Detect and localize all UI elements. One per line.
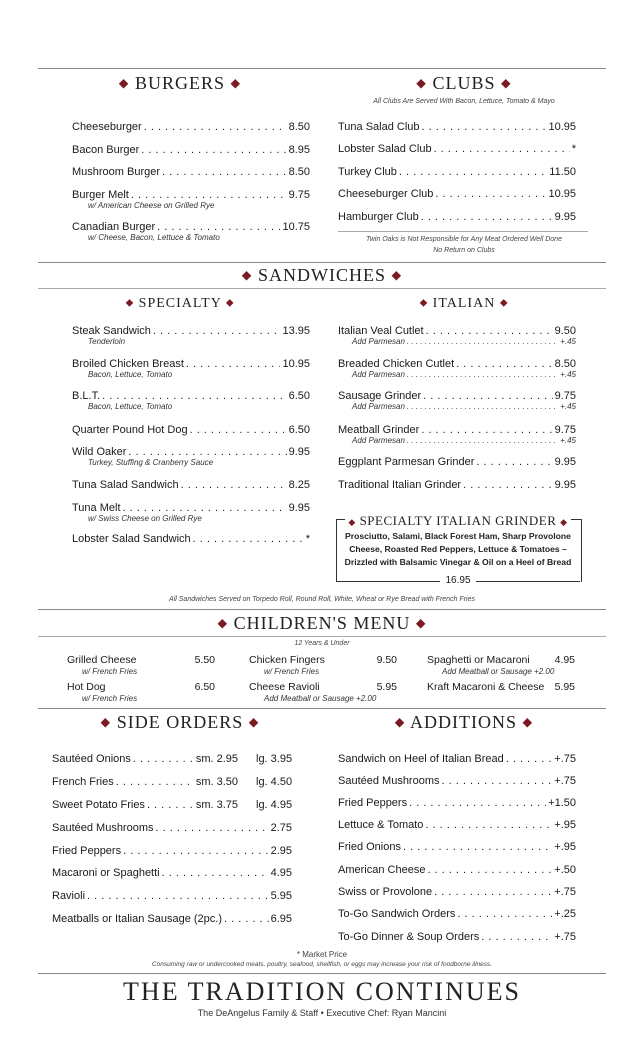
item-description: Bacon, Lettuce, Tomato	[88, 402, 173, 411]
item-description: w/ Cheese, Bacon, Lettuce & Tomato	[88, 233, 220, 242]
menu-item: Macaroni or Spaghetti . . . 4.95	[52, 867, 292, 879]
item-description: w/ Swiss Cheese on Grilled Rye	[88, 514, 202, 523]
top-rule	[38, 68, 606, 69]
menu-item: Lettuce & Tomato . . . +.95	[338, 819, 576, 831]
item-addon: Add Parmesan . . . +.45	[352, 402, 576, 411]
specialty-grinder-title: ◆ SPECIALTY ITALIAN GRINDER ◆	[340, 512, 576, 530]
credit-line: The DeAngelus Family & Staff • Executive Chef: Ryan Mancini	[197, 1008, 447, 1018]
menu-item: Sweet Potato Fries . . . sm. 3.75	[52, 799, 238, 811]
menu-item: To-Go Sandwich Orders . . . +.25	[338, 908, 576, 920]
menu-item: Fried Onions . . . +.95	[338, 841, 576, 853]
menu-item: Broiled Chicken Breast . . . 10.95	[72, 358, 310, 370]
clubs-note-rule	[338, 231, 588, 232]
clubs-note: No Return on Clubs	[433, 247, 495, 254]
large-price: lg. 4.50	[256, 776, 293, 788]
menu-item: Sautéed Onions . . . sm. 2.95	[52, 753, 238, 765]
item-description: w/ French Fries	[82, 667, 138, 676]
sandwiches-title: ◆ SANDWICHES ◆	[241, 265, 403, 285]
menu-item: Sautéed Mushrooms . . . 2.75	[52, 822, 292, 834]
menu-item: Spaghetti or Macaroni 4.95	[427, 654, 575, 666]
menu-item: Chicken Fingers 9.50	[249, 654, 397, 666]
market-price-note: * Market Price	[296, 950, 348, 959]
menu-item: To-Go Dinner & Soup Orders . . . +.75	[338, 931, 576, 943]
childrens-title: ◆ CHILDREN'S MENU ◆	[217, 613, 427, 633]
item-description: w/ French Fries	[264, 667, 320, 676]
specialty-title: ◆ SPECIALTY ◆	[125, 296, 235, 311]
item-description: Add Meatball or Sausage +2.00	[442, 667, 555, 676]
menu-item: Kraft Macaroni & Cheese 5.95	[427, 681, 575, 693]
menu-item: Mushroom Burger . . . 8.50	[72, 166, 310, 178]
divider	[38, 609, 606, 610]
menu-item: Cheeseburger . . . 8.50	[72, 121, 310, 133]
italian-title: ◆ ITALIAN ◆	[419, 296, 509, 311]
item-addon: Add Parmesan . . . +.45	[352, 337, 576, 346]
menu-item: Wild Oaker . . . 9.95	[72, 446, 310, 458]
burgers-title: ◆ BURGERS ◆	[118, 73, 242, 93]
clubs-note: Twin Oaks is Not Responsible for Any Meat Ordered Well Done	[366, 236, 562, 243]
menu-item: American Cheese . . . +.50	[338, 864, 576, 876]
menu-item: Ravioli . . . 5.95	[52, 890, 292, 902]
specialty-grinder-desc: Prosciutto, Salami, Black Forest Ham, Sharp Provolone Cheese, Roasted Red Peppers, Lettuce & Tomatoes – Drizzled with Balsamic Vinegar & Oil on a Heel of Bread	[344, 531, 572, 567]
menu-item: Lobster Salad Club . . . *	[338, 143, 576, 155]
specialty-grinder-price: 16.95	[440, 575, 476, 586]
menu-item: Hot Dog 6.50	[67, 681, 215, 693]
divider	[38, 708, 606, 709]
menu-item: Hamburger Club . . . 9.95	[338, 211, 576, 223]
divider	[38, 288, 606, 289]
large-price: lg. 4.95	[256, 799, 293, 811]
item-description: w/ American Cheese on Grilled Rye	[88, 201, 215, 210]
tagline: THE TRADITION CONTINUES	[123, 977, 521, 1006]
health-warning: Consuming raw or undercooked meats, poultry, seafood, shellfish, or eggs may increase your risk of foodborne illness.	[151, 961, 493, 968]
menu-item: Cheese Ravioli 5.95	[249, 681, 397, 693]
item-description: Tenderloin	[88, 337, 126, 346]
item-description: Turkey, Stuffing & Cranberry Sauce	[88, 458, 214, 467]
sandwiches-footnote: All Sandwiches Served on Torpedo Roll, Round Roll, White, Wheat or Rye Bread with French Fries	[169, 596, 475, 603]
childrens-subtitle: 12 Years & Under	[294, 640, 350, 647]
item-description: Bacon, Lettuce, Tomato	[88, 370, 173, 379]
sides-title: ◆ SIDE ORDERS ◆	[100, 712, 260, 732]
menu-item: Fried Peppers . . . 2.95	[52, 845, 292, 857]
menu-item: Italian Veal Cutlet . . . 9.50	[338, 325, 576, 337]
item-addon: Add Parmesan . . . +.45	[352, 436, 576, 445]
menu-item: Cheeseburger Club . . . 10.95	[338, 188, 576, 200]
menu-item: Burger Melt . . . 9.75	[72, 189, 310, 201]
menu-item: Bacon Burger . . . 8.95	[72, 144, 310, 156]
menu-item: Meatball Grinder . . . 9.75	[338, 424, 576, 436]
menu-item: Tuna Salad Sandwich . . . 8.25	[72, 479, 310, 491]
menu-item: French Fries . . . sm. 3.50	[52, 776, 238, 788]
clubs-title: ◆ CLUBS ◆	[416, 73, 512, 93]
divider	[38, 973, 606, 974]
menu-item: Turkey Club . . . 11.50	[338, 166, 576, 178]
menu-item: Lobster Salad Sandwich . . . *	[72, 533, 310, 545]
menu-item: B.L.T. . . . 6.50	[72, 390, 310, 402]
menu-item: Tuna Melt . . . 9.95	[72, 502, 310, 514]
menu-item: Grilled Cheese 5.50	[67, 654, 215, 666]
divider	[38, 262, 606, 263]
menu-item: Steak Sandwich . . . 13.95	[72, 325, 310, 337]
clubs-subtitle: All Clubs Are Served With Bacon, Lettuce, Tomato & Mayo	[373, 98, 555, 105]
menu-item: Canadian Burger . . . 10.75	[72, 221, 310, 233]
menu-item: Sautéed Mushrooms . . . +.75	[338, 775, 576, 787]
additions-title: ◆ ADDITIONS ◆	[394, 712, 534, 732]
menu-item: Traditional Italian Grinder . . . 9.95	[338, 479, 576, 491]
menu-item: Eggplant Parmesan Grinder . . . 9.95	[338, 456, 576, 468]
divider	[38, 636, 606, 637]
menu-item: Swiss or Provolone . . . +.75	[338, 886, 576, 898]
item-addon: Add Parmesan . . . +.45	[352, 370, 576, 379]
menu-item: Breaded Chicken Cutlet . . . 8.50	[338, 358, 576, 370]
item-description: Add Meatball or Sausage +2.00	[264, 694, 377, 703]
large-price: lg. 3.95	[256, 753, 293, 765]
menu-item: Quarter Pound Hot Dog . . . 6.50	[72, 424, 310, 436]
menu-item: Tuna Salad Club . . . 10.95	[338, 121, 576, 133]
menu-item: Sausage Grinder . . . 9.75	[338, 390, 576, 402]
menu-item: Meatballs or Italian Sausage (2pc.) . . . 6.95	[52, 913, 292, 925]
menu-item: Sandwich on Heel of Italian Bread . . . +.75	[338, 753, 576, 765]
item-description: w/ French Fries	[82, 694, 138, 703]
menu-item: Fried Peppers . . . +1.50	[338, 797, 576, 809]
